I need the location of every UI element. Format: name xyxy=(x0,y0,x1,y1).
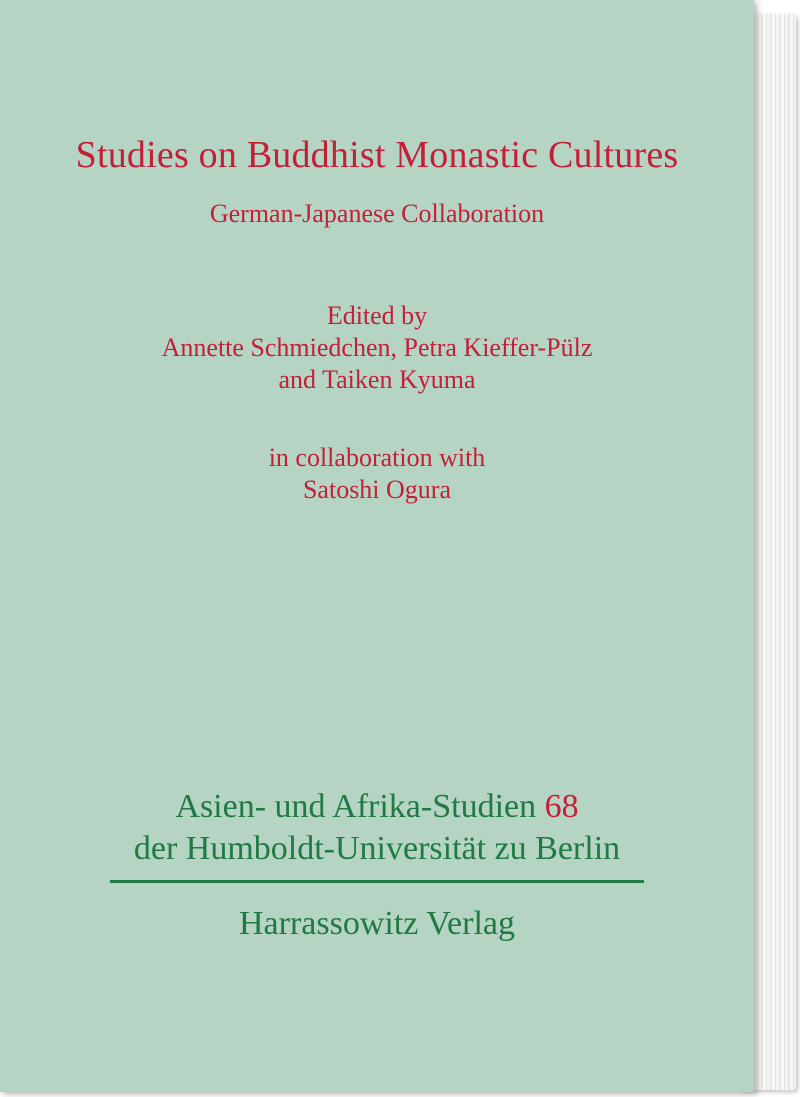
publisher xyxy=(0,903,754,945)
series-number: 68 xyxy=(544,788,579,825)
series-name: Asien- und Afrika-Studien xyxy=(175,788,537,825)
collaboration-block xyxy=(0,442,754,506)
editors-block xyxy=(0,300,754,396)
series-divider xyxy=(110,880,644,883)
series-line-1 xyxy=(0,786,754,828)
collaborator-name: Satoshi Ogura xyxy=(302,475,452,504)
book-title-text: Studies on Buddhist Monastic Cultures xyxy=(75,134,679,176)
edited-by-label: Edited by xyxy=(326,301,428,330)
book-subtitle-text: German-Japanese Collaboration xyxy=(209,199,545,228)
collaboration-label: in collaboration with xyxy=(268,443,486,472)
series-block xyxy=(0,786,754,870)
editors-line-1: Annette Schmiedchen, Petra Kieffer-Pülz xyxy=(161,333,593,362)
book-subtitle xyxy=(0,198,754,230)
series-line-2: der Humboldt-Universität zu Berlin xyxy=(133,830,621,867)
editors-line-2: and Taiken Kyuma xyxy=(278,365,476,394)
book-title xyxy=(0,133,754,177)
publisher-name: Harrassowitz Verlag xyxy=(238,905,515,942)
